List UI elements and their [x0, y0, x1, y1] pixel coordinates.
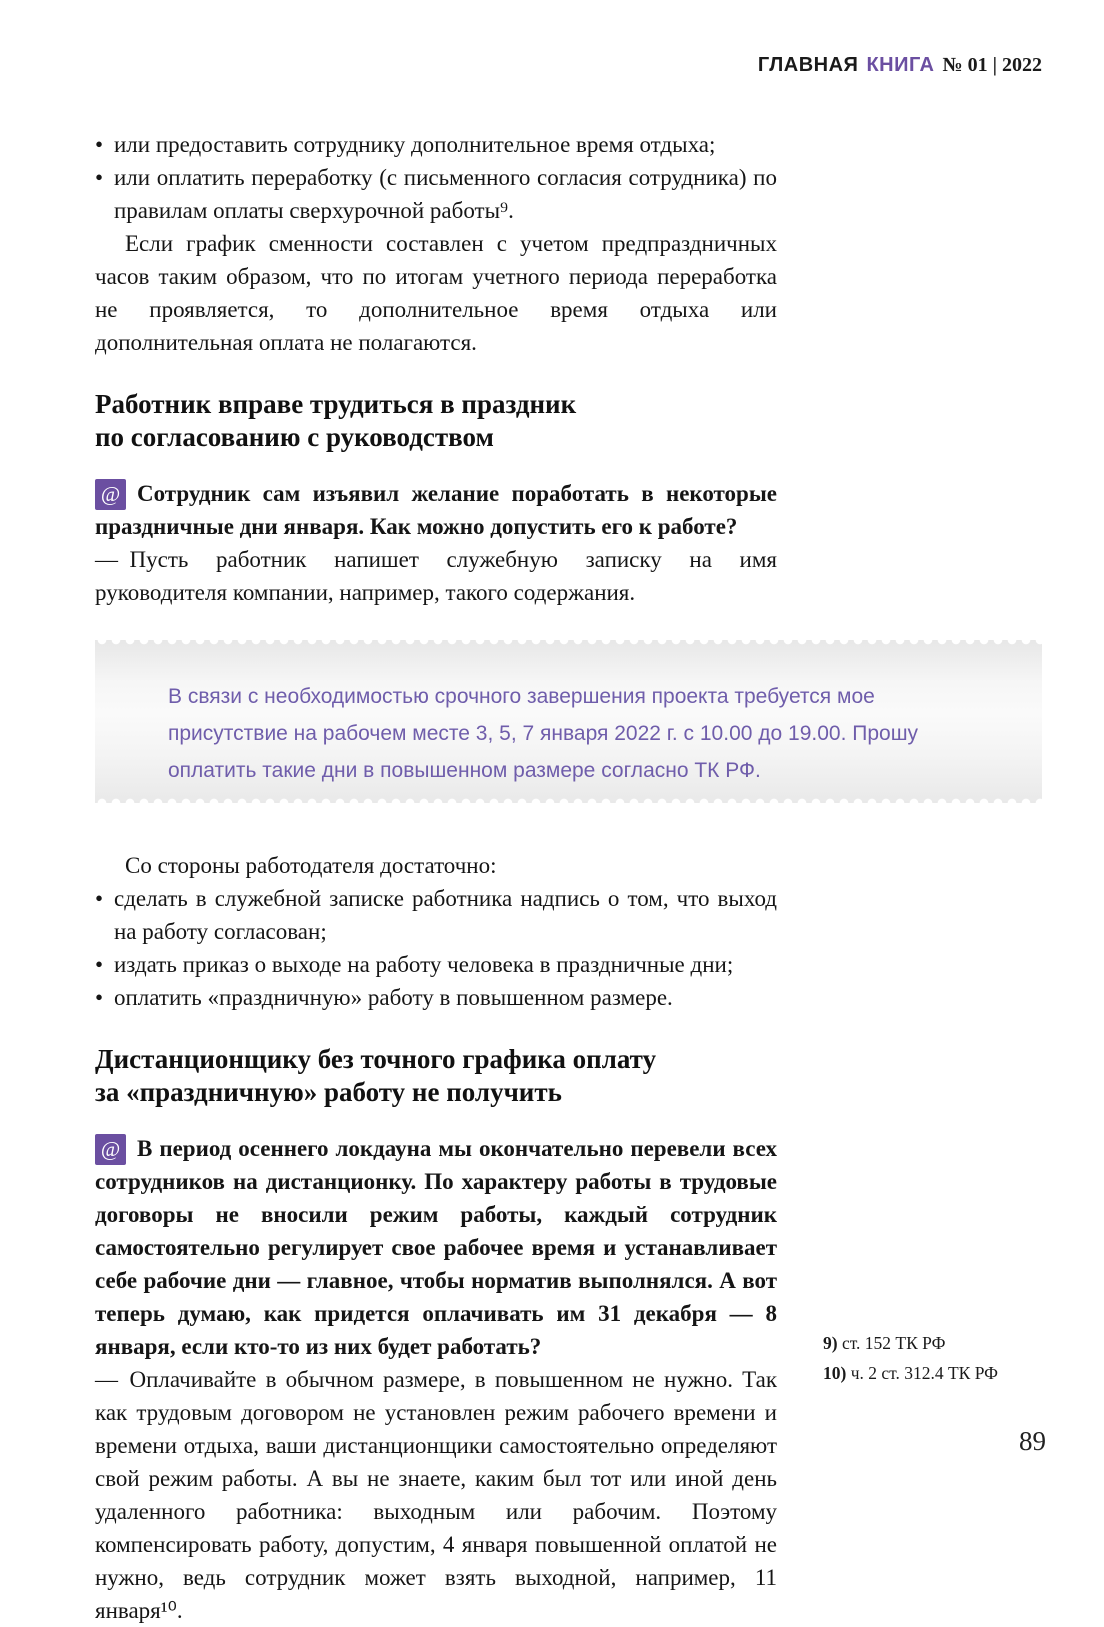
journal-brand-accent: КНИГА [866, 54, 935, 76]
perforation-bottom-edge [95, 795, 1042, 803]
list-item: • оплатить «праздничную» работу в повышенном размере. [95, 981, 777, 1014]
question-text: Сотрудник сам изъявил желание поработать в некоторые праздничные дни января. Как можно допустить его к работе? [95, 481, 777, 539]
intro-bullet-list [95, 128, 777, 227]
memo-text: В связи с необходимостью срочного завершения проекта требуется мое присутствие на рабочем месте 3, 5, 7 января 2022 г. с 10.00 до 19.00. Прошу оплатить такие дни в повышенном размере согласно ТК РФ. [168, 685, 919, 782]
list-item: • сделать в служебной записке работника надпись о том, что выход на работу согласован; [95, 882, 777, 948]
footnote [823, 1358, 998, 1388]
employer-bullet-list [95, 882, 777, 1014]
employer-lead: Со стороны работодателя достаточно: [125, 853, 497, 878]
section-heading-1 [95, 388, 777, 454]
footnote-marker: 10) [823, 1363, 847, 1383]
qa-block-2 [95, 1132, 777, 1627]
heading-line: Дистанционщику без точного графика оплату [95, 1044, 657, 1074]
intro-paragraph: Если график сменности составлен с учетом предпраздничных часов таким образом, что по итогам учетного периода переработка не проявляется, то дополнительное время отдыха или дополнительная оплата не полагаются. [95, 231, 777, 355]
footnotes [823, 1328, 998, 1388]
heading-line: за «праздничную» работу не получить [95, 1077, 562, 1107]
list-item: • или предоставить сотруднику дополнительное время отдыха; [95, 128, 777, 161]
page-header [758, 54, 1042, 77]
issue-number: № 01 | 2022 [942, 54, 1042, 76]
section-heading-2 [95, 1043, 777, 1109]
footnote [823, 1328, 998, 1358]
qa-answer: — Оплачивайте в обычном размере, в повышенном не нужно. Так как трудовым договором не установлен режим рабочего времени и времени отдыха, ваши дистанционщики самостоятельно определяют свой режим работы. А вы не знаете, каким был тот или иной день удаленного работника: выходным или рабочим. Поэтому компенсировать работу, допустим, 4 января повышенной оплатой не нужно, ведь сотрудник может взять выходной, например, 11 января¹⁰. [95, 1367, 777, 1623]
question-text: В период осеннего локдауна мы окончательно перевели всех сотрудников на дистанционку. По характеру работы в трудовые договоры не вносили режим работы, каждый сотрудник самостоятельно регулирует свое рабочее время и устанавливает себе рабочие дни — главное, чтобы норматив выполнялся. А вот теперь думаю, как придется оплачивать им 31 декабря — 8 января, если кто-то из них будет работать? [95, 1136, 777, 1359]
qa-block-1 [95, 477, 777, 609]
heading-line: по согласованию с руководством [95, 422, 494, 452]
memo-note [95, 640, 1042, 803]
qa-answer: — Пусть работник напишет служебную записку на имя руководителя компании, например, такого содержания. [95, 547, 777, 605]
qa-question [95, 477, 777, 543]
journal-brand-main: ГЛАВНАЯ [757, 54, 859, 76]
footnote-marker: 9) [823, 1333, 838, 1353]
qa-question [95, 1132, 777, 1363]
at-icon: @ [95, 479, 126, 510]
heading-line: Работник вправе трудиться в праздник [95, 389, 577, 419]
list-item: • издать приказ о выходе на работу человека в праздничные дни; [95, 948, 777, 981]
at-icon: @ [95, 1134, 126, 1165]
footnote-text: ч. 2 ст. 312.4 ТК РФ [850, 1363, 998, 1383]
list-item: • или оплатить переработку (с письменного согласия сотрудника) по правилам оплаты сверхурочной работы⁹. [95, 161, 777, 227]
perforation-top-edge [95, 640, 1042, 648]
page-number: 89 [1019, 1426, 1046, 1456]
footnote-text: ст. 152 ТК РФ [841, 1333, 946, 1353]
